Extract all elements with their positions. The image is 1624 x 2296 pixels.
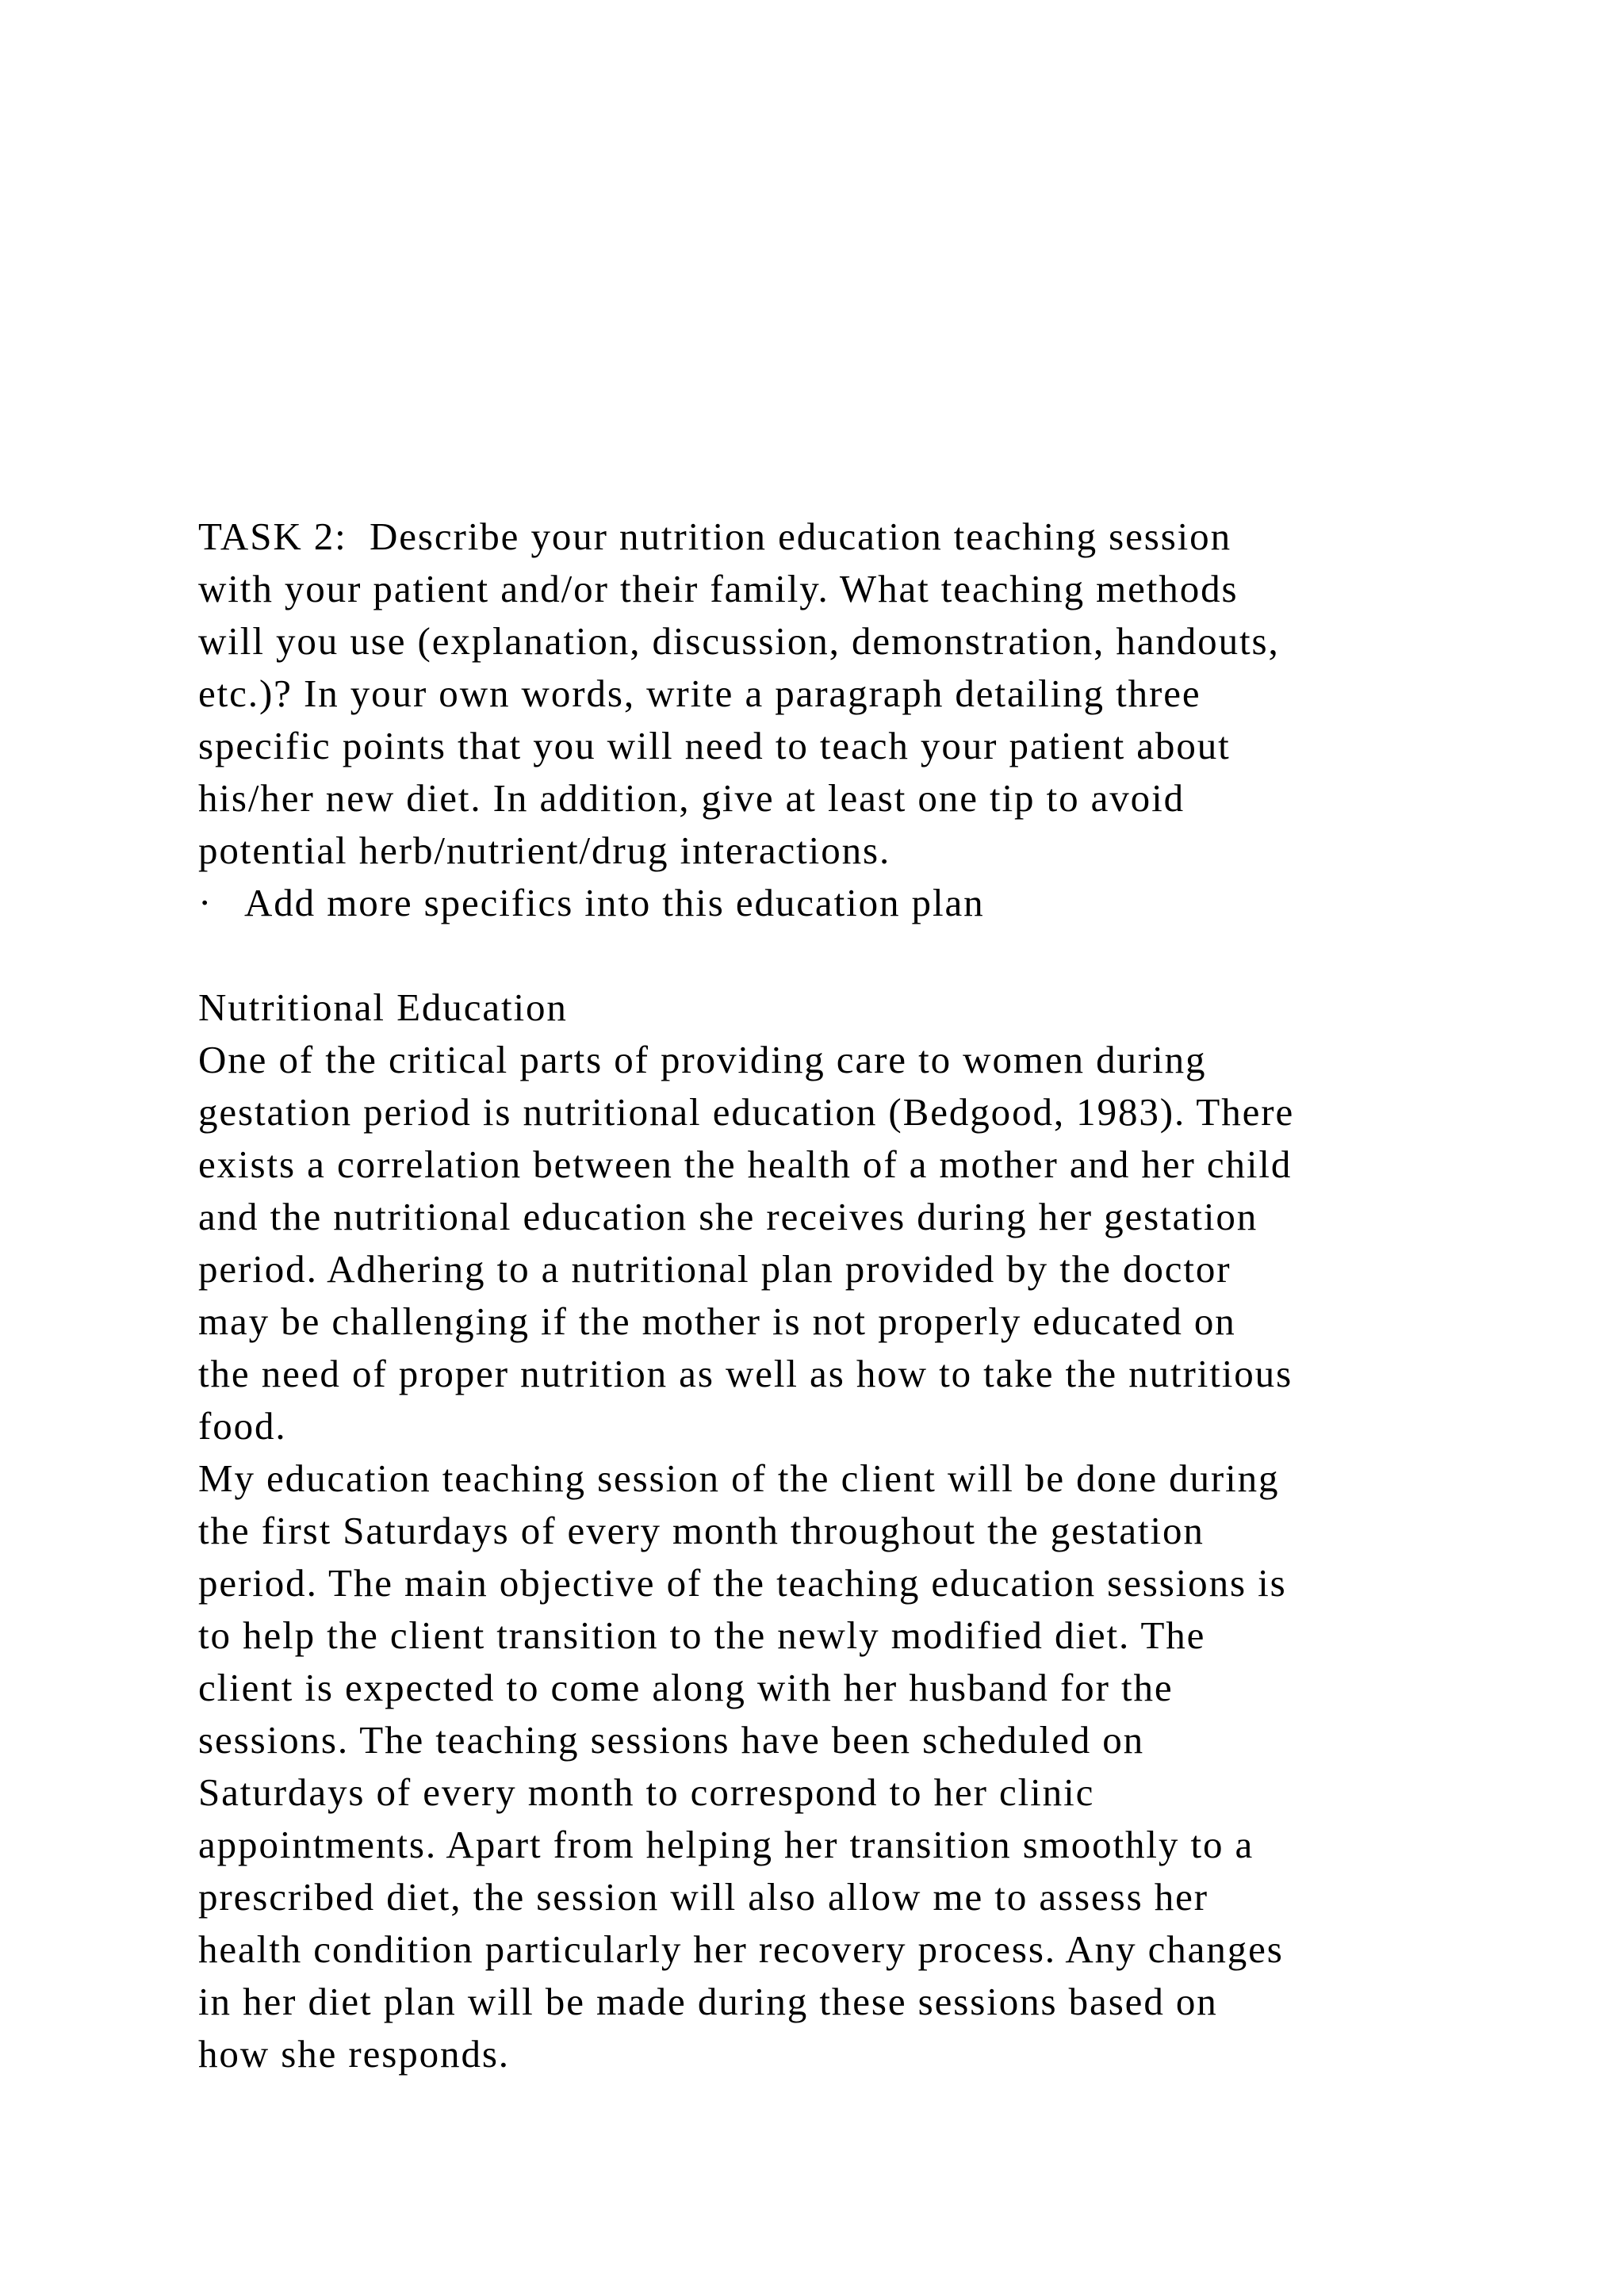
paragraph-line: client is expected to come along with her husband for the	[198, 1666, 1174, 1709]
paragraph-line: and the nutritional education she receives during her gestation	[198, 1195, 1258, 1238]
paragraph-line: exists a correlation between the health of a mother and her child	[198, 1142, 1293, 1186]
blank-line	[198, 929, 1546, 982]
paragraph-line: health condition particularly her recovery process. Any changes	[198, 1927, 1284, 1971]
paragraph-line: in her diet plan will be made during these sessions based on	[198, 1980, 1218, 2023]
paragraph-line: the need of proper nutrition as well as how to take the nutritious	[198, 1352, 1293, 1395]
paragraph-nutrition-importance	[198, 1034, 1546, 1452]
paragraph-line: the first Saturdays of every month throughout the gestation	[198, 1509, 1205, 1552]
task-line: etc.)? In your own words, write a paragraph detailing three	[198, 672, 1201, 715]
paragraph-line: Saturdays of every month to correspond to her clinic	[198, 1770, 1095, 1814]
task-line: with your patient and/or their family. What teaching methods	[198, 567, 1239, 610]
paragraph-line: to help the client transition to the newly modified diet. The	[198, 1613, 1206, 1657]
task-prompt	[198, 511, 1546, 877]
paragraph-line: prescribed diet, the session will also allow me to assess her	[198, 1875, 1208, 1919]
paragraph-line: My education teaching session of the client will be done during	[198, 1456, 1280, 1500]
task-line: will you use (explanation, discussion, demonstration, handouts,	[198, 619, 1280, 663]
paragraph-line: food.	[198, 1404, 287, 1448]
paragraph-line: period. Adhering to a nutritional plan provided by the doctor	[198, 1247, 1231, 1291]
paragraph-line: may be challenging if the mother is not properly educated on	[198, 1299, 1236, 1343]
paragraph-line: how she responds.	[198, 2032, 510, 2076]
paragraph-teaching-session	[198, 1452, 1546, 2080]
bullet-item: · Add more specifics into this education plan	[198, 881, 985, 924]
paragraph-line: sessions. The teaching sessions have been scheduled on	[198, 1718, 1145, 1762]
task-line: his/her new diet. In addition, give at least one tip to avoid	[198, 776, 1185, 820]
document-body	[198, 511, 1546, 2080]
section-heading: Nutritional Education	[198, 985, 568, 1029]
task-line: TASK 2: Describe your nutrition education teaching session	[198, 515, 1231, 558]
paragraph-line: appointments. Apart from helping her transition smoothly to a	[198, 1823, 1254, 1866]
task-line: specific points that you will need to teach your patient about	[198, 724, 1231, 767]
paragraph-line: gestation period is nutritional education (Bedgood, 1983). There	[198, 1090, 1295, 1134]
paragraph-line: period. The main objective of the teaching education sessions is	[198, 1561, 1287, 1605]
task-line: potential herb/nutrient/drug interactions.	[198, 828, 891, 872]
paragraph-line: One of the critical parts of providing care to women during	[198, 1038, 1207, 1081]
